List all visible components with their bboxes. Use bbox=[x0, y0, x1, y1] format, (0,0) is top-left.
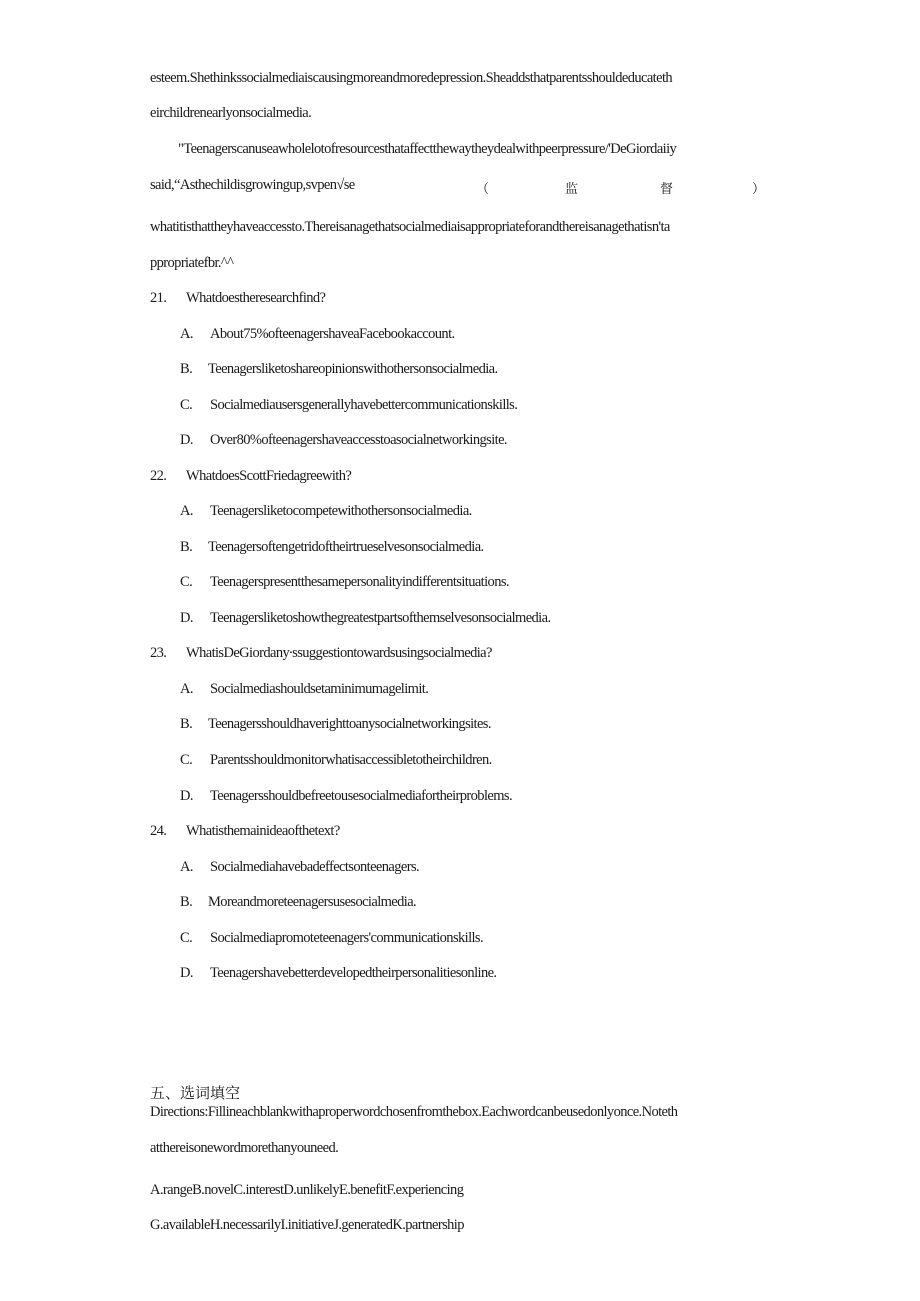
passage-line-6: ppropriatefbr.^^ bbox=[150, 255, 234, 271]
option-text: Teenagersliketocompetewithothersonsocialmedia. bbox=[210, 503, 472, 519]
word-box-line-1: A.rangeB.novelC.interestD.unlikelyE.benefitF.experiencing bbox=[150, 1182, 464, 1198]
question-number: 22. bbox=[150, 468, 167, 484]
option-letter: D. bbox=[180, 965, 193, 981]
gloss-char-1: 监 bbox=[565, 182, 579, 197]
question-text: WhatdoesScottFriedagreewith? bbox=[186, 468, 352, 484]
option-letter: A. bbox=[180, 859, 193, 875]
question-text: WhatisDeGiordany∙ssuggestiontowardsusingsocialmedia? bbox=[186, 645, 492, 661]
option-text: Over80%ofteenagershaveaccesstoasocialnetworkingsite. bbox=[210, 432, 507, 448]
option-letter: B. bbox=[180, 894, 193, 910]
option-text: Parentsshouldmonitorwhatisaccessibletotheirchildren. bbox=[210, 752, 492, 768]
option-letter: A. bbox=[180, 681, 193, 697]
passage-line-2: eirchildrenearlyonsocialmedia. bbox=[150, 105, 312, 121]
option-letter: C. bbox=[180, 397, 193, 413]
option-text: Teenagersliketoshareopinionswithothersonsocialmedia. bbox=[208, 361, 498, 377]
option-text: Moreandmoreteenagersusesocialmedia. bbox=[208, 894, 417, 910]
directions-line-1: Directions:Fillineachblankwithaproperwordchosenfromthebox.Eachwordcanbeusedonlyonce.Noteth bbox=[150, 1104, 678, 1120]
question-text: Whatisthemainideaofthetext? bbox=[186, 823, 340, 839]
option-text: Socialmediahavebadeffectsonteenagers. bbox=[210, 859, 420, 875]
gloss-close-paren: ） bbox=[752, 182, 766, 197]
section-title: 五、选词填空 bbox=[150, 1084, 241, 1102]
option-letter: B. bbox=[180, 361, 193, 377]
option-text: Socialmediapromoteteenagers'communicationskills. bbox=[210, 930, 483, 946]
option-text: Teenagersliketoshowthegreatestpartsofthemselvesonsocialmedia. bbox=[210, 610, 551, 626]
option-letter: B. bbox=[180, 716, 193, 732]
question-text: Whatdoestheresearchfind? bbox=[186, 290, 326, 306]
passage-line-4: said,“Asthechildisgrowingup,svpen√se bbox=[150, 177, 355, 193]
option-text: Teenagerspresentthesamepersonalityindifferentsituations. bbox=[210, 574, 509, 590]
directions-line-2: atthereisonewordmorethanyouneed. bbox=[150, 1140, 339, 1156]
question-number: 23. bbox=[150, 645, 167, 661]
option-text: Teenagersoftengetridoftheirtrueselvesonsocialmedia. bbox=[208, 539, 484, 555]
word-box-line-2: G.availableH.necessarilyI.initiativeJ.generatedK.partnership bbox=[150, 1217, 464, 1233]
option-letter: C. bbox=[180, 574, 193, 590]
option-letter: C. bbox=[180, 752, 193, 768]
gloss-open-paren: （ bbox=[476, 182, 490, 197]
passage-line-1: esteem.Shethinkssocialmediaiscausingmoreandmoredepression.Sheaddsthatparentsshouldeducateth bbox=[150, 70, 673, 86]
gloss-char-2: 督 bbox=[660, 182, 674, 197]
option-text: Teenagershavebetterdevelopedtheirpersonalitiesonline. bbox=[210, 965, 497, 981]
question-number: 21. bbox=[150, 290, 167, 306]
option-text: Socialmediashouldsetaminimumagelimit. bbox=[210, 681, 429, 697]
option-letter: D. bbox=[180, 432, 193, 448]
passage-line-3: "Teenagerscanuseawholelotofresourcesthataffectthewaytheydealwithpeerpressure/'DeGiordaiiy bbox=[178, 141, 677, 157]
question-number: 24. bbox=[150, 823, 167, 839]
option-letter: A. bbox=[180, 503, 193, 519]
option-text: Teenagersshouldhaverighttoanysocialnetworkingsites. bbox=[208, 716, 491, 732]
option-letter: D. bbox=[180, 610, 193, 626]
option-letter: A. bbox=[180, 326, 193, 342]
option-text: Socialmediausersgenerallyhavebettercommunicationskills. bbox=[210, 397, 518, 413]
passage-line-5: whatitisthattheyhaveaccessto.Thereisanagethatsocialmediaisappropriateforandthereisanagethatisn'ta bbox=[150, 219, 670, 235]
option-letter: D. bbox=[180, 788, 193, 804]
option-letter: B. bbox=[180, 539, 193, 555]
option-text: Teenagersshouldbefreetousesocialmediafortheirproblems. bbox=[210, 788, 512, 804]
option-letter: C. bbox=[180, 930, 193, 946]
option-text: About75%ofteenagershaveaFacebookaccount. bbox=[210, 326, 455, 342]
